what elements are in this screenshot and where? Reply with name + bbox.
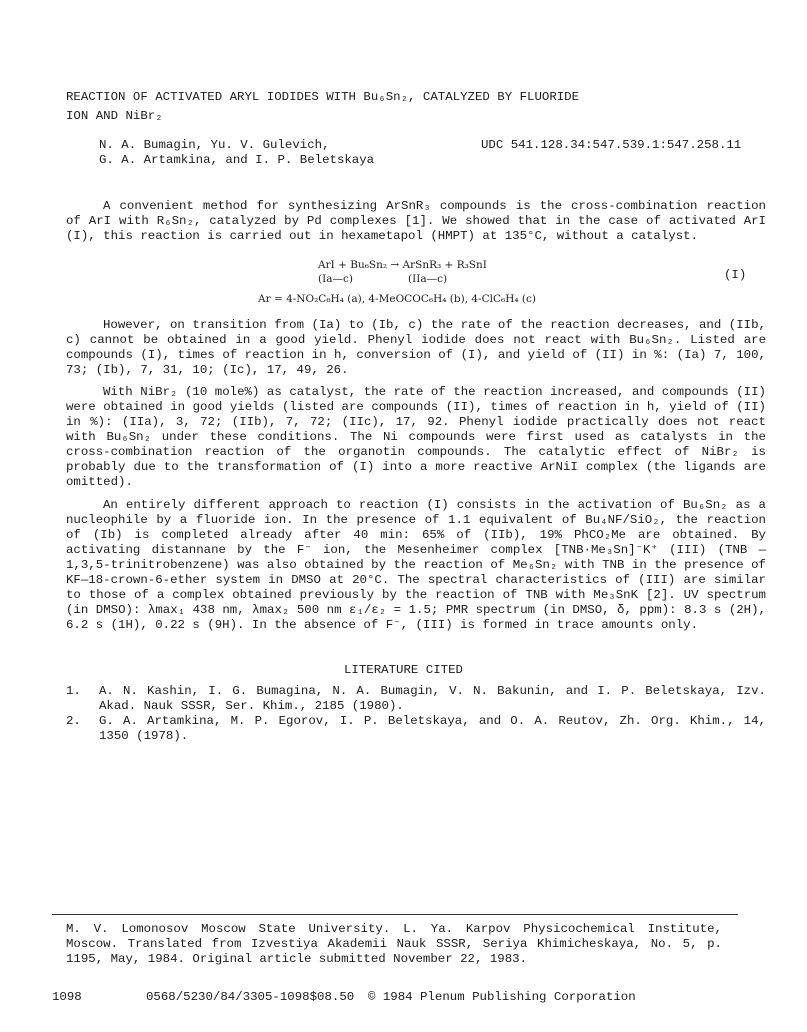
- authors-line-1: N. A. Bumagin, Yu. V. Gulevich,: [99, 138, 330, 152]
- equation-number: (I): [724, 268, 747, 282]
- title-line-1: REACTION OF ACTIVATED ARYL IODIDES WITH Bu₆Sn₂, CATALYZED BY FLUORIDE: [66, 90, 580, 104]
- udc-code: UDC 541.128.34:547.539.1:547.258.11: [481, 138, 742, 152]
- paragraph-4-text: An entirely different approach to reaction (I) consists in the activation of Bu₆Sn₂ as a nucleophile by a fluoride ion. In the presence of 1.1 equivalent of Bu₄NF/SiO₂, the reaction of (Ib) is completed already after 40 min: 65% of (IIb), 19% PhCO₂Me are obtained. By activating distannane by the F⁻ ion, the Mesenheimer complex [TNB·Me₃Sn]⁻K⁺ (III) (TNB — 1,3,5-trinitrobenzene) was also obtained by the reaction of Me₆Sn₂ with TNB in the presence of KF—18-crown-6-ether system in DMSO at 20°C. The spectral characteristics of (III) are similar to those of a complex obtained previously by the reaction of TNB with Me₃SnK [2]. UV spectrum (in DMSO): λmax₁ 438 nm, λmax₂ 500 nm ε₁/ε₂ = 1.5; PMR spectrum (in DMSO, δ, ppm): 8.3 s (2H), 6.2 s (1H), 0.22 s (9H). In the absence of F⁻, (III) is formed in trace amounts only.: [66, 498, 766, 632]
- article-code: 0568/5230/84/3305-1098$08.50: [146, 990, 355, 1004]
- paragraph-4: [66, 498, 766, 633]
- reference-2-number: 2.: [66, 714, 81, 728]
- page-number: 1098: [52, 990, 82, 1004]
- paragraph-3-text: With NiBr₂ (10 mole%) as catalyst, the rate of the reaction increased, and compounds (II) were obtained in good yields (listed are compounds (II), times of reaction in h, yield of (II) in %): (IIa), 3, 72; (IIb), 7, 72; (IIc), 17, 92. Phenyl iodide practically does not react with Bu₆Sn₂ under these conditions. The Ni compounds were first used as catalysts in the cross-combination reaction of the organotin compounds. The catalytic effect of NiBr₂ is probably due to the transformation of (I) into a more reactive ArNiI complex (the ligands are omitted).: [66, 385, 766, 489]
- aryl-definition: Ar = 4-NO₂C₆H₄ (a), 4-MeOCOC₆H₄ (b), 4-ClC₆H₄ (c): [258, 293, 537, 305]
- title-line-2: ION AND NiBr₂: [66, 109, 163, 123]
- authors-line-2: G. A. Artamkina, and I. P. Beletskaya: [99, 153, 375, 167]
- footnote-divider: [52, 914, 738, 915]
- paragraph-1: [66, 199, 766, 244]
- article-title: [66, 90, 766, 124]
- reference-2: [66, 714, 766, 744]
- reference-1-number: 1.: [66, 684, 81, 698]
- authors: [99, 138, 374, 168]
- paragraph-3: [66, 385, 766, 490]
- literature-heading: LITERATURE CITED: [344, 663, 463, 677]
- copyright: © 1984 Plenum Publishing Corporation: [368, 990, 636, 1004]
- equation-label-left: (Ia—c): [318, 273, 353, 285]
- reference-1: [66, 684, 766, 714]
- paragraph-1-text: A convenient method for synthesizing ArSnR₃ compounds is the cross-combination reaction of ArI with R₆Sn₂, catalyzed by Pd complexes [1]. We showed that in the case of activated ArI (I), this reaction is carried out in hexametapol (HMPT) at 135°C, without a catalyst.: [66, 199, 766, 243]
- reference-2-text: G. A. Artamkina, M. P. Egorov, I. P. Beletskaya, and O. A. Reutov, Zh. Org. Khim., 14, 1350 (1978).: [99, 714, 766, 743]
- reference-list: [66, 684, 766, 744]
- paragraph-2: [66, 318, 766, 378]
- footnote: M. V. Lomonosov Moscow State University. L. Ya. Karpov Physicochemical Institute, Moscow. Translated from Izvestiya Akademii Nauk SSSR, Seriya Khimicheskaya, No. 5, p. 1195, May, 1984. Original article submitted November 22, 1983.: [66, 922, 722, 966]
- equation-line: ArI + Bu₆Sn₂ → ArSnR₃ + R₃SnI: [318, 259, 487, 271]
- equation-label-right: (IIa—c): [408, 273, 448, 285]
- reference-1-text: A. N. Kashin, I. G. Bumagina, N. A. Bumagin, V. N. Bakunin, and I. P. Beletskaya, Izv. Akad. Nauk SSSR, Ser. Khim., 2185 (1980).: [99, 684, 766, 713]
- paragraph-2-text: However, on transition from (Ia) to (Ib, c) the rate of the reaction decreases, and (IIb, c) cannot be obtained in a good yield. Phenyl iodide does not react with Bu₆Sn₂. Listed are compounds (I), times of reaction in h, conversion of (I), and yield of (II) in %: (Ia) 7, 100, 73; (Ib), 7, 31, 10; (Ic), 17, 49, 26.: [66, 318, 766, 377]
